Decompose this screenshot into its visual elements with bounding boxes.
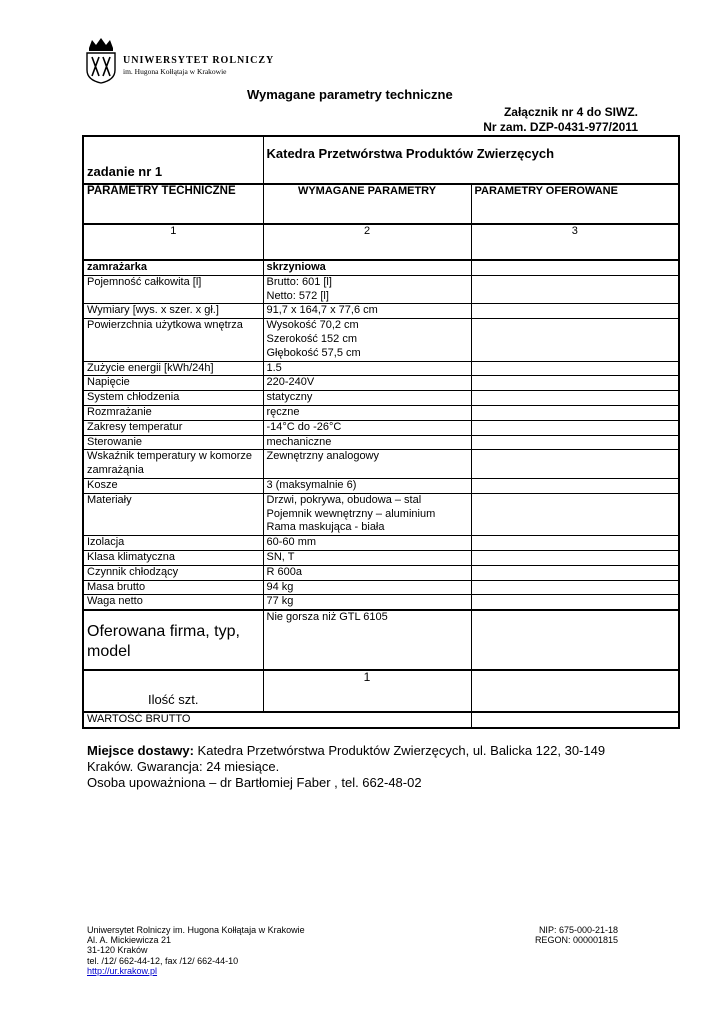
param-value (263, 391, 471, 406)
param-value-line: 60-60 mm (266, 536, 317, 549)
footer-line: 31-120 Kraków (87, 945, 148, 956)
spec-rows (83, 275, 679, 610)
table-row (83, 478, 679, 493)
param-name: Masa brutto (83, 580, 263, 595)
param-value-line: 91,7 x 164,7 x 77,6 cm (266, 304, 378, 317)
footer-ids (535, 925, 618, 945)
delivery-paragraph (87, 743, 647, 775)
department-cell: Katedra Przetwórstwa Produktów Zwierzęcych (263, 136, 679, 184)
param-value-line: Wysokość 70,2 cm (266, 319, 359, 332)
table-row (83, 420, 679, 435)
footer-address (87, 925, 305, 976)
param-value-line: Brutto: 601 [l] (266, 275, 332, 288)
university-logo (84, 36, 118, 84)
section-value: skrzyniowa (263, 260, 471, 275)
university-subtitle: im. Hugona Kołłątaja w Krakowie (123, 67, 227, 76)
table-row (83, 304, 679, 319)
param-value-line: Drzwi, pokrywa, obudowa – stal (266, 493, 422, 506)
delivery-info (87, 743, 647, 791)
param-value-line: Szerokość 152 cm (266, 332, 357, 345)
annex-label: Załącznik nr 4 do SIWZ. (503, 105, 638, 119)
offered-cell (471, 275, 679, 304)
param-value-line: Zewnętrzny analogowy (266, 450, 380, 463)
offered-cell (471, 478, 679, 493)
param-name: Powierzchnia użytkowa wnętrza (83, 319, 263, 361)
table-row (83, 361, 679, 376)
param-name: Klasa klimatyczna (83, 550, 263, 565)
table-row (83, 391, 679, 406)
table-row (83, 405, 679, 420)
param-value-line: Rama maskująca - biała (266, 521, 385, 534)
param-name: Sterowanie (83, 435, 263, 450)
param-name: Napięcie (83, 376, 263, 391)
column-number: 3 (471, 224, 679, 260)
spec-table (82, 135, 680, 729)
table-row (83, 595, 679, 610)
offered-cell (471, 361, 679, 376)
offered-cell (471, 580, 679, 595)
nip-number: NIP: 675-000-21-18 (538, 925, 618, 935)
header-offered-params: PARAMETRY OFEROWANE (471, 184, 679, 224)
offered-cell (471, 450, 679, 479)
param-value-line: ręczne (266, 405, 300, 418)
table-row (83, 565, 679, 580)
param-value-line: 94 kg (266, 580, 294, 593)
quantity-value: 1 (263, 670, 471, 712)
param-value (263, 420, 471, 435)
offered-firm-value: Nie gorsza niż GTL 6105 (263, 610, 471, 670)
delivery-text: Katedra Przetwórstwa Produktów Zwierzęcych, ul. Balicka 122, 30-149 Kraków. Gwarancja: 24 miesiące. (87, 743, 606, 774)
param-name: Pojemność całkowita [l] (83, 275, 263, 304)
param-name: Materiały (83, 493, 263, 535)
regon-number: REGON: 000001815 (534, 935, 618, 946)
quantity-label: Ilość szt. (83, 670, 263, 712)
param-name: Wymiary [wys. x szer. x gł.] (83, 304, 263, 319)
param-value (263, 493, 471, 535)
table-row (83, 376, 679, 391)
table-row (83, 580, 679, 595)
param-value (263, 275, 471, 304)
section-name: zamrażarka (83, 260, 263, 275)
param-value-line: statyczny (266, 391, 313, 404)
delivery-label: Miejsce dostawy: (87, 743, 194, 758)
table-row (83, 493, 679, 535)
param-value (263, 405, 471, 420)
param-value-line: 220-240V (266, 376, 315, 389)
offered-cell (471, 405, 679, 420)
offered-cell (471, 435, 679, 450)
offered-cell (471, 536, 679, 551)
table-row (83, 450, 679, 479)
param-name: Zużycie energii [kWh/24h] (83, 361, 263, 376)
param-value-line: R 600a (266, 565, 302, 578)
param-value-line: -14°C do -26°C (266, 420, 342, 433)
offered-cell (471, 493, 679, 535)
param-value (263, 478, 471, 493)
param-value (263, 319, 471, 361)
param-value (263, 435, 471, 450)
param-name: System chłodzenia (83, 391, 263, 406)
param-value (263, 565, 471, 580)
param-value-line: SN, T (266, 550, 295, 563)
param-value (263, 536, 471, 551)
table-row (83, 435, 679, 450)
task-cell: zadanie nr 1 (83, 136, 263, 184)
param-name: Wskaźnik temperatury w komorze zamrażąnia (83, 450, 263, 479)
param-value (263, 450, 471, 479)
param-value-line: Pojemnik wewnętrzny – aluminium (266, 507, 436, 520)
param-value-line: mechaniczne (266, 435, 332, 448)
param-value (263, 580, 471, 595)
column-number: 2 (263, 224, 471, 260)
param-value (263, 361, 471, 376)
document-title: Wymagane parametry techniczne (247, 87, 453, 102)
param-value-line: Netto: 572 [l] (266, 289, 329, 302)
offered-cell (471, 304, 679, 319)
offered-cell (471, 391, 679, 406)
table-row (83, 319, 679, 361)
table-row (83, 275, 679, 304)
header-required-params: WYMAGANE PARAMETRY (263, 184, 471, 224)
gross-value-label: WARTOŚĆ BRUTTO (83, 712, 471, 728)
table-row (83, 536, 679, 551)
param-name: Izolacja (83, 536, 263, 551)
param-name: Czynnik chłodzący (83, 565, 263, 580)
offered-cell (471, 712, 679, 728)
footer-line: Al. A. Mickiewicza 21 (87, 935, 172, 946)
param-value (263, 595, 471, 610)
param-value (263, 304, 471, 319)
footer-line: Uniwersytet Rolniczy im. Hugona Kołłątaja w Krakowie (87, 925, 305, 935)
offered-firm-label: Oferowana firma, typ, model (83, 610, 263, 670)
param-name: Zakresy temperatur (83, 420, 263, 435)
offered-cell (471, 260, 679, 275)
footer-line: tel. /12/ 662-44-12, fax /12/ 662-44-10 (87, 955, 239, 966)
offered-cell (471, 610, 679, 670)
param-value-line: 1.5 (266, 361, 282, 374)
contact-person: Osoba upoważniona – dr Bartłomiej Faber , tel. 662-48-02 (87, 775, 422, 790)
param-name: Kosze (83, 478, 263, 493)
offered-cell (471, 550, 679, 565)
offered-cell (471, 376, 679, 391)
param-value (263, 376, 471, 391)
param-value-line: Głębokość 57,5 cm (266, 346, 361, 359)
offered-cell (471, 420, 679, 435)
column-number: 1 (83, 224, 263, 260)
param-value-line: 77 kg (266, 595, 294, 608)
header-technical-params: PARAMETRY TECHNICZNE (83, 184, 263, 224)
offered-cell (471, 670, 679, 712)
offered-cell (471, 565, 679, 580)
table-row (83, 550, 679, 565)
param-value (263, 550, 471, 565)
param-name: Waga netto (83, 595, 263, 610)
order-number: Nr zam. DZP-0431-977/2011 (483, 120, 638, 134)
param-name: Rozmrażanie (83, 405, 263, 420)
university-name: UNIWERSYTET ROLNICZY (123, 55, 275, 66)
website-link[interactable]: http://ur.krakow.pl (87, 965, 158, 976)
param-value-line: 3 (maksymalnie 6) (266, 478, 357, 491)
offered-cell (471, 595, 679, 610)
offered-cell (471, 319, 679, 361)
